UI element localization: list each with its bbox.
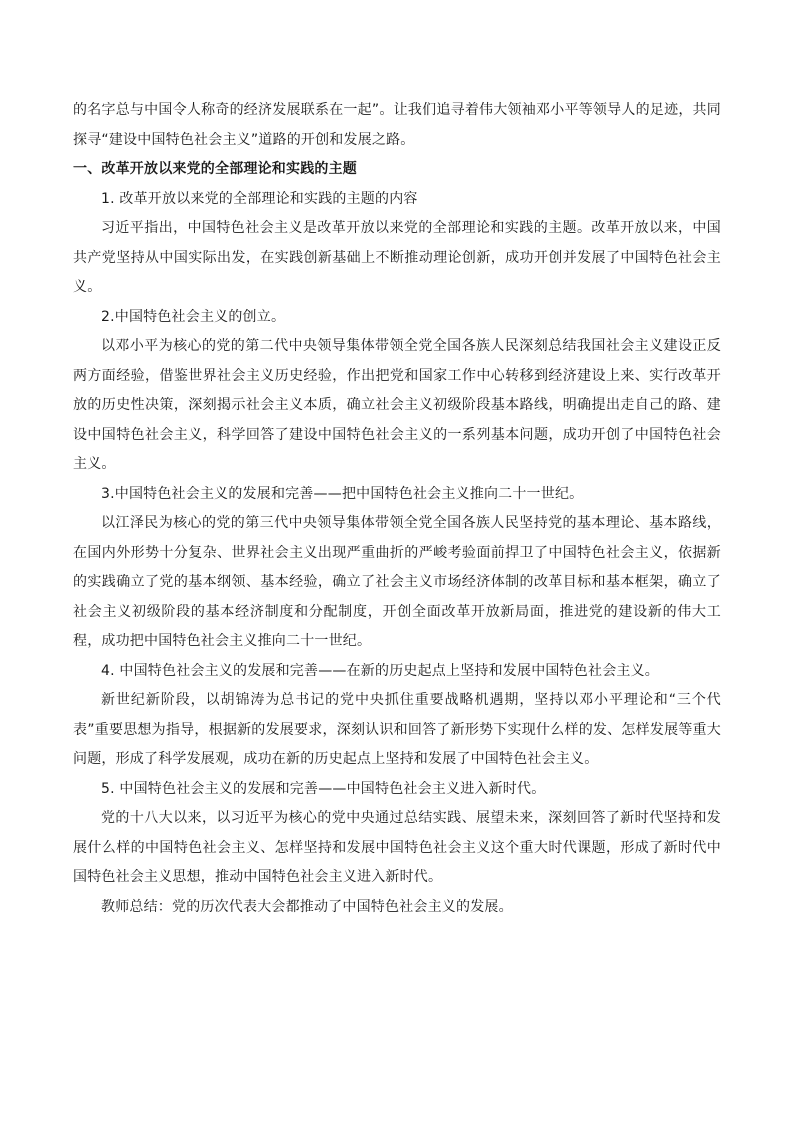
intro-continuation-paragraph: 的名字总与中国令人称奇的经济发展联系在一起”。让我们追寻着伟大领袖邓小平等领导人的足迹，共同探寻“建设中国特色社会主义”道路的开创和发展之路。: [73, 102, 721, 148]
teacher-summary: 教师总结：党的历次代表大会都推动了中国特色社会主义的发展。: [101, 898, 513, 915]
document-body: [73, 96, 721, 922]
body-paragraph-2: 以邓小平为核心的党的第二代中央领导集体带领全党全国各族人民深刻总结我国社会主义建设正反两方面经验，借鉴世界社会主义历史经验，作出把党和国家工作中心转移到经济建设上来、实行改革开放的历史性决策，深刻揭示社会主义本质，确立社会主义初级阶段基本路线，明确提出走自己的路、建设中国特色社会主义，科学回答了建设中国特色社会主义的一系列基本问题，成功开创了中国特色社会主义。: [73, 338, 721, 472]
subheading-3: 3.中国特色社会主义的发展和完善——把中国特色社会主义推向二十一世纪。: [101, 485, 584, 502]
body-paragraph-1: 习近平指出，中国特色社会主义是改革开放以来党的全部理论和实践的主题。改革开放以来，中国共产党坚持从中国实际出发，在实践创新基础上不断推动理论创新，成功开创并发展了中国特色社会主义。: [73, 220, 721, 295]
body-paragraph-5: 党的十八大以来，以习近平为核心的党中央通过总结实践、展望未来，深刻回答了新时代坚持和发展什么样的中国特色社会主义、怎样坚持和发展中国特色社会主义这个重大时代课题，形成了新时代中国特色社会主义思想，推动中国特色社会主义进入新时代。: [73, 810, 721, 885]
body-paragraph-4: 新世纪新阶段，以胡锦涛为总书记的党中央抓住重要战略机遇期，坚持以邓小平理论和“三个代表”重要思想为指导，根据新的发展要求，深刻认识和回答了新形势下实现什么样的发、怎样发展等重大问题，形成了科学发展观，成功在新的历史起点上坚持和发展了中国特色社会主义。: [73, 692, 721, 767]
section-heading: 一、改革开放以来党的全部理论和实践的主题: [73, 161, 357, 177]
subheading-4: 4. 中国特色社会主义的发展和完善——在新的历史起点上坚持和发展中国特色社会主义。: [101, 662, 660, 679]
body-paragraph-3: 以江泽民为核心的党的第三代中央领导集体带领全党全国各族人民坚持党的基本理论、基本路线，在国内外形势十分复杂、世界社会主义出现严重曲折的严峻考验面前捍卫了中国特色社会主义，依据新的实践确立了党的基本纲领、基本经验，确立了社会主义市场经济体制的改革目标和基本框架，确立了社会主义初级阶段的基本经济制度和分配制度，开创全面改革开放新局面，推进党的建设新的伟大工程，成功把中国特色社会主义推向二十一世纪。: [73, 515, 721, 649]
subheading-1: 1. 改革开放以来党的全部理论和实践的主题的内容: [101, 190, 418, 207]
subheading-5: 5. 中国特色社会主义的发展和完善——中国特色社会主义进入新时代。: [101, 780, 546, 797]
subheading-2: 2.中国特色社会主义的创立。: [101, 308, 286, 325]
